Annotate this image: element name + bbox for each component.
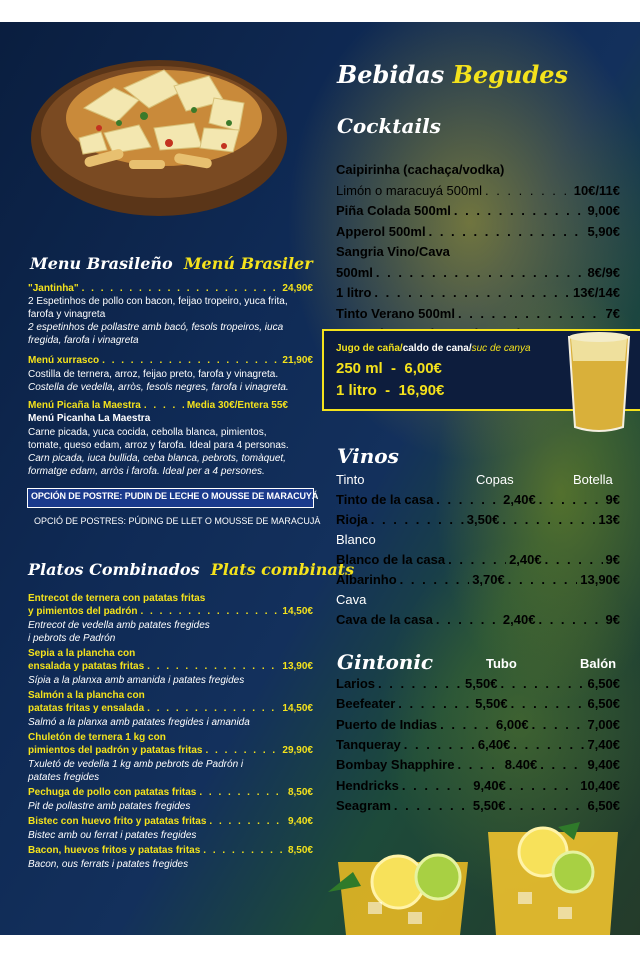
- gintonic-row: [336, 757, 620, 772]
- dot-leader: [402, 778, 470, 793]
- dot-leader: [436, 612, 500, 627]
- gintonic-name: Seagram: [336, 797, 391, 813]
- vino-row: [336, 512, 620, 527]
- cocktail-name: Tinto Verano 500ml: [336, 305, 455, 321]
- xurrasco-row: Menú xurrasco . . . 21,90€: [28, 354, 313, 367]
- dot-leader: [203, 844, 285, 857]
- gintonic-row: [336, 676, 620, 691]
- cocktail-row: [336, 183, 620, 198]
- plato-price: 8,50€: [287, 787, 313, 798]
- cocktail-row: [336, 162, 620, 177]
- dot-leader: [378, 676, 462, 691]
- picanha-row: Menú Picaña la Maestra . . . Media 30€/Entera 55€: [28, 399, 313, 412]
- cocktail-price: 8€/9€: [587, 264, 620, 280]
- jantinha-row: "Jantinha" . . . 24,90€: [28, 282, 313, 295]
- vino-copa: 2,40€: [503, 492, 536, 507]
- dot-leader: [501, 676, 585, 691]
- dot-leader: [400, 572, 470, 587]
- plato-desc-ca: Entrecot de vedella amb patates fregides: [28, 620, 210, 631]
- cocktail-name: Sangria Vino/Cava: [336, 244, 450, 259]
- plato-price: 9,40€: [287, 816, 313, 827]
- jugo-title: Jugo de caña/caldo de cana/suc de canya: [336, 343, 531, 354]
- jantinha-desc-ca: 2 espetinhos de pollastre amb bacó, fesols tropeiros, iuca: [28, 322, 284, 333]
- platos-title: Platos Combinados Plats combinats: [28, 560, 355, 579]
- gintonic-tubo: 5,50€: [472, 797, 506, 813]
- plato-name: Chuletón de ternera 1 kg con: [28, 732, 166, 743]
- plato-price: 14,50€: [282, 606, 313, 617]
- cocktail-row: [336, 265, 620, 280]
- plato-row: [28, 815, 313, 828]
- vino-name: Cava de la casa: [336, 612, 433, 627]
- plato-desc-ca: Sípia a la planxa amb amanida i patates fregides: [28, 675, 245, 686]
- cocktail-name: 1 litro: [336, 285, 372, 300]
- vinos-section: Blanco: [336, 532, 376, 547]
- jugo-glass-photo: [563, 327, 635, 437]
- plato-name: Salmón a la plancha con: [28, 690, 145, 701]
- vino-name: Tinto de la casa: [336, 492, 434, 507]
- gintonic-tubo: 9,40€: [473, 777, 506, 793]
- plato-name: pimientos del padrón y patatas fritas: [28, 745, 203, 756]
- picanha-desc-ca: formatge edam, arròs i farofa. Ideal per a 4 persones.: [28, 466, 265, 477]
- dot-leader: [205, 744, 279, 757]
- cocktail-row: [336, 306, 620, 321]
- plato-name: y pimientos del padrón: [28, 606, 138, 617]
- gintonic-row: [336, 696, 620, 711]
- plato-desc-ca: patates fregides: [28, 772, 100, 783]
- vino-copa: 2,40€: [502, 612, 536, 627]
- gintonic-name: Larios: [336, 676, 376, 691]
- dot-leader: [513, 737, 584, 752]
- vino-copa: 3,50€: [466, 512, 500, 527]
- cocktail-name: Caipirinha (cachaça/vodka): [336, 162, 505, 177]
- vino-copa: 2,40€: [509, 552, 542, 567]
- vino-name: Blanco de la casa: [336, 552, 446, 567]
- gintonic-balon: 10,40€: [580, 777, 620, 793]
- dot-leader: [511, 696, 585, 711]
- cocktail-price: 9,00€: [587, 203, 620, 218]
- plato-name: Bacon, huevos fritos y patatas fritas: [28, 845, 201, 856]
- cocktail-row: [336, 203, 620, 218]
- dot-leader: [502, 512, 595, 527]
- picanha-desc: tomate, queso edam, arroz y farofa. Ideal para 4 personas.: [28, 440, 289, 451]
- vino-botella: 13,90€: [580, 572, 620, 587]
- dot-leader: [374, 285, 570, 300]
- cocktail-row: [336, 224, 620, 239]
- vinos-title: Vinos: [337, 444, 399, 468]
- gintonic-tubo: 8.40€: [504, 757, 538, 773]
- vino-name: Albarinho: [336, 572, 397, 587]
- postre-ca: OPCIÓ DE POSTRES: PÚDING DE LLET O MOUSSE DE MARACUJÀ: [34, 516, 321, 526]
- plato-desc-ca: i pebrots de Padrón: [28, 633, 116, 644]
- bebidas-title: Bebidas Begudes: [337, 60, 569, 89]
- jugo-250: 250 ml - 6,00€: [336, 360, 442, 377]
- dot-leader: [140, 605, 279, 618]
- gintonic-title: Gintonic: [337, 650, 434, 674]
- plato-name: Sepia a la plancha con: [28, 648, 136, 659]
- plato-row: [28, 605, 313, 618]
- plato-price: 29,90€: [282, 745, 313, 756]
- gintonic-tubo: 6,40€: [477, 736, 511, 752]
- vino-botella: 9€: [605, 612, 620, 627]
- cocktail-price: 13€/14€: [573, 285, 620, 300]
- plato-desc-ca: Pit de pollastre amb patates fregides: [28, 801, 191, 812]
- gintonic-row: [336, 798, 620, 813]
- dot-leader: [509, 778, 577, 793]
- plato-price: 14,50€: [282, 703, 313, 714]
- gintonic-balon: 6,50€: [587, 696, 620, 712]
- dot-leader: [371, 512, 464, 527]
- menu-page: [0, 22, 640, 935]
- dot-leader: [485, 183, 571, 198]
- gintonic-name: Puerto de Indias: [336, 716, 438, 732]
- cocktails-title: Cocktails: [337, 114, 441, 138]
- dot-leader: [199, 786, 285, 799]
- gintonic-header-tubo: Tubo: [486, 656, 517, 671]
- gintonic-name: Hendricks: [336, 777, 399, 793]
- vinos-section: Cava: [336, 592, 367, 607]
- plato-desc-ca: Salmó a la planxa amb patates fregides i amanida: [28, 717, 250, 728]
- gintonic-row: [336, 778, 620, 793]
- gintonic-tubo: 5,50€: [464, 676, 498, 691]
- plato-row: [28, 744, 313, 757]
- dot-leader: [147, 702, 279, 715]
- gintonic-balon: 7,40€: [587, 736, 620, 752]
- dot-leader: [539, 492, 603, 507]
- gintonic-row: [336, 737, 620, 752]
- cocktail-price: 5,90€: [587, 223, 620, 239]
- plato-price: 8,50€: [287, 845, 313, 856]
- dot-leader: [540, 757, 584, 772]
- gintonic-tubo: 6,00€: [496, 716, 529, 732]
- vinos-header-copas: Copas: [476, 472, 514, 487]
- dot-leader: [209, 815, 285, 828]
- vinos-header-tinto: Tinto: [336, 472, 365, 487]
- vino-botella: 9€: [605, 492, 620, 507]
- plato-name: Entrecot de ternera con patatas fritas: [28, 593, 206, 604]
- dot-leader: [458, 306, 603, 321]
- cocktail-price: 10€/11€: [573, 182, 620, 198]
- vino-row: [336, 552, 620, 567]
- gintonic-balon: 7,00€: [587, 716, 620, 732]
- menu-brasileno-title: Menu Brasileño Menú Brasiler: [30, 254, 313, 273]
- vino-copa: 3,70€: [472, 572, 505, 587]
- dot-leader: [508, 798, 584, 813]
- plato-row: [28, 844, 313, 857]
- gintonic-header-balon: Balón: [580, 656, 617, 671]
- dot-leader: [436, 492, 500, 507]
- vino-botella: 13€: [598, 512, 620, 527]
- dot-leader: [394, 798, 470, 813]
- vino-row: [336, 492, 620, 507]
- gintonic-balon: 6,50€: [587, 676, 620, 691]
- gintonic-name: Tanqueray: [336, 736, 401, 752]
- food-photo: [24, 28, 294, 228]
- dot-leader: [545, 552, 603, 567]
- dot-leader: [532, 717, 585, 732]
- jantinha-desc: farofa y vinagreta: [28, 309, 106, 320]
- gintonic-row: [336, 717, 620, 732]
- picanha-desc: Carne picada, yuca cocida, cebolla blanca, pimientos,: [28, 427, 267, 438]
- picanha-desc-ca: Carn picada, iuca bullida, ceba blanca, pebrots, tomàquet,: [28, 453, 286, 464]
- plato-name: patatas fritas y ensalada: [28, 703, 145, 714]
- postre-es: OPCIÓN DE POSTRE: PUDIN DE LECHE O MOUSSE DE MARACUYÁ: [31, 491, 319, 501]
- dot-leader: [376, 265, 585, 280]
- cocktail-name: Piña Colada 500ml: [336, 203, 451, 218]
- cocktail-name: Apperol 500ml: [336, 223, 426, 239]
- gintonic-tubo: 5,50€: [475, 696, 508, 712]
- vinos-header-botella: Botella: [573, 472, 613, 487]
- dot-leader: [429, 224, 585, 239]
- cocktail-name: Limón o maracuyá 500ml: [336, 182, 482, 198]
- plato-row: [28, 660, 313, 673]
- gintonic-name: Bombay Shapphire: [336, 757, 455, 773]
- plato-desc-ca: Txuletó de vedella 1 kg amb pebrots de Padrón i: [28, 759, 244, 770]
- plato-desc-ca: Bacon, ous ferrats i patates fregides: [28, 859, 189, 870]
- cocktail-price: 7€: [605, 305, 620, 321]
- plato-name: ensalada y patatas fritas: [28, 661, 145, 672]
- plato-row: [28, 786, 313, 799]
- dot-leader: [404, 737, 475, 752]
- jantinha-desc: 2 Espetinhos de pollo con bacon, feijao tropeiro, yuca frita,: [28, 296, 288, 307]
- vino-name: Rioja: [336, 512, 368, 527]
- dot-leader: [457, 757, 501, 772]
- gintonic-balon: 6,50€: [587, 797, 620, 813]
- dot-leader: [147, 660, 279, 673]
- plato-row: [28, 702, 313, 715]
- xurrasco-desc-ca: Costella de vedella, arròs, fesols negres, farofa i vinagreta.: [28, 382, 289, 393]
- xurrasco-desc: Costilla de ternera, arroz, feijao preto, farofa y vinagreta.: [28, 369, 279, 380]
- cocktail-name: 500ml: [336, 264, 373, 280]
- plato-name: Bistec con huevo frito y patatas fritas: [28, 816, 207, 827]
- picanha-name-ca: Menú Picanha La Maestra: [28, 413, 151, 424]
- dot-leader: [440, 717, 493, 732]
- gintonic-name: Beefeater: [336, 696, 396, 712]
- cocktail-row: [336, 285, 620, 300]
- drinks-photo: [318, 822, 640, 935]
- plato-price: 13,90€: [282, 661, 313, 672]
- gintonic-balon: 9,40€: [587, 757, 620, 773]
- dot-leader: [538, 612, 602, 627]
- dot-leader: [398, 696, 472, 711]
- dot-leader: [508, 572, 578, 587]
- plato-desc-ca: Bistec amb ou ferrat i patates fregides: [28, 830, 197, 841]
- vino-botella: 9€: [605, 552, 620, 567]
- vino-row: [336, 572, 620, 587]
- plato-name: Pechuga de pollo con patatas fritas: [28, 787, 197, 798]
- dot-leader: [448, 552, 506, 567]
- jantinha-desc-ca: fregida, farofa i vinagreta: [28, 335, 139, 346]
- jugo-litro: 1 litro - 16,90€: [336, 382, 445, 399]
- cocktail-row: [336, 244, 620, 259]
- vino-row: [336, 612, 620, 627]
- dot-leader: [454, 203, 585, 218]
